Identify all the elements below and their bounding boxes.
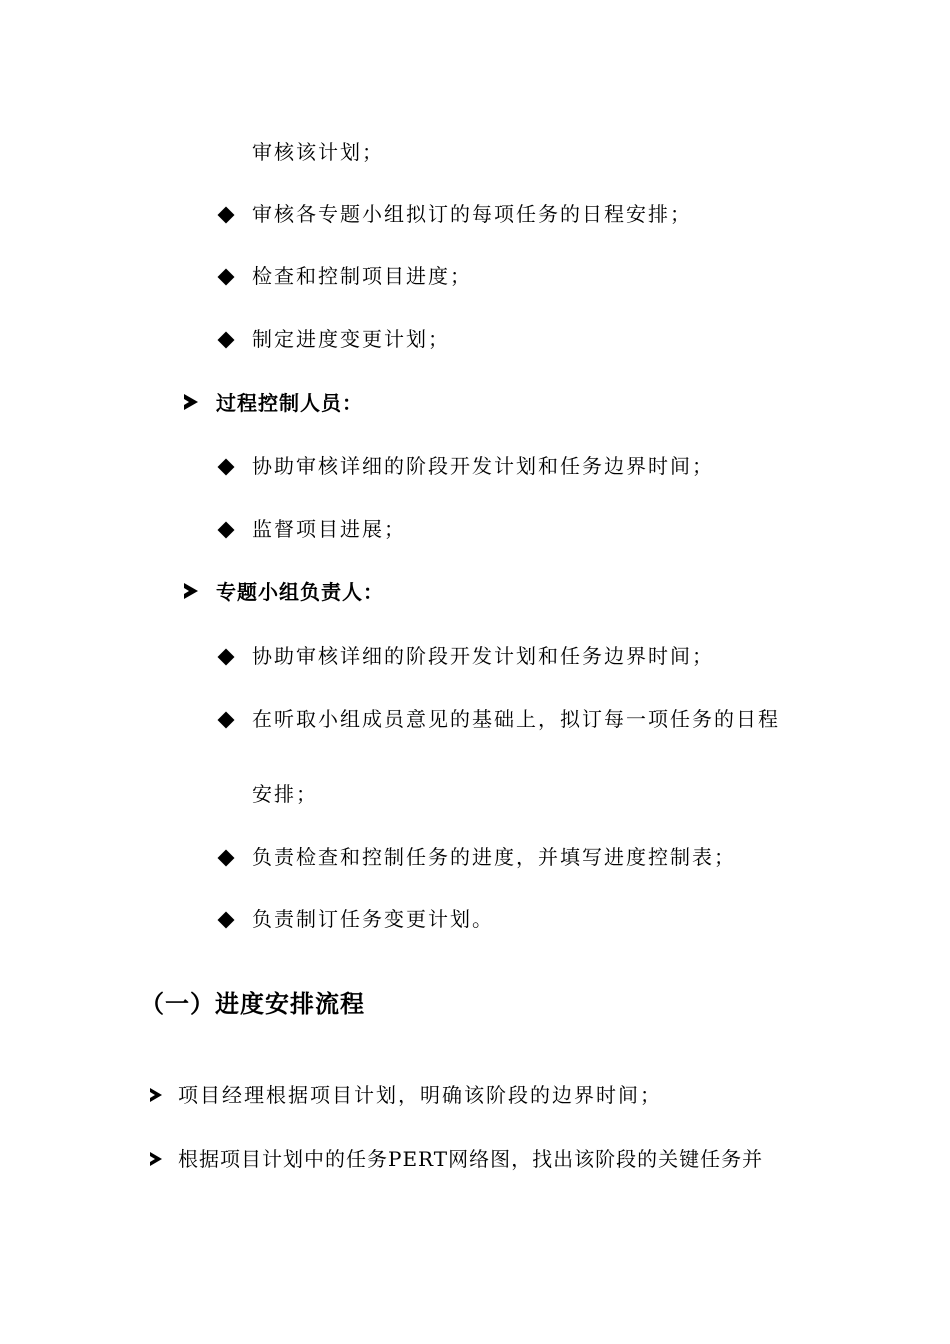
diamond-bullet-icon bbox=[220, 705, 232, 733]
arrow-bullet-icon bbox=[150, 1145, 162, 1173]
role-heading: 专题小组负责人： bbox=[216, 580, 384, 604]
diamond-bullet-icon bbox=[220, 905, 232, 933]
role-heading: 过程控制人员： bbox=[216, 391, 363, 415]
list-item: 制定进度变更计划； bbox=[252, 327, 450, 351]
arrow-bullet-icon bbox=[184, 389, 198, 417]
diamond-bullet-icon bbox=[220, 262, 232, 290]
list-item: 审核各专题小组拟订的每项任务的日程安排； bbox=[252, 202, 692, 226]
list-item: 项目经理根据项目计划，明确该阶段的边界时间； bbox=[178, 1083, 662, 1107]
diamond-bullet-icon bbox=[220, 452, 232, 480]
list-item: 监督项目进展； bbox=[252, 517, 406, 541]
diamond-bullet-icon bbox=[220, 325, 232, 353]
section-heading: （一）进度安排流程 bbox=[140, 989, 365, 1018]
diamond-bullet-icon bbox=[220, 200, 232, 228]
arrow-bullet-icon bbox=[150, 1081, 162, 1109]
continuation-text: 审核该计划； bbox=[252, 140, 384, 164]
list-item: 负责制订任务变更计划。 bbox=[252, 907, 494, 931]
list-item: 协助审核详细的阶段开发计划和任务边界时间； bbox=[252, 454, 714, 478]
list-item: 在听取小组成员意见的基础上，拟订每一项任务的日程 bbox=[252, 707, 780, 731]
continuation-text: 安排； bbox=[252, 782, 318, 806]
list-item: 负责检查和控制任务的进度，并填写进度控制表； bbox=[252, 845, 736, 869]
diamond-bullet-icon bbox=[220, 515, 232, 543]
arrow-bullet-icon bbox=[184, 578, 198, 606]
diamond-bullet-icon bbox=[220, 843, 232, 871]
list-item: 协助审核详细的阶段开发计划和任务边界时间； bbox=[252, 644, 714, 668]
list-item: 根据项目计划中的任务PERT网络图，找出该阶段的关键任务并 bbox=[178, 1147, 764, 1171]
diamond-bullet-icon bbox=[220, 642, 232, 670]
list-item: 检查和控制项目进度； bbox=[252, 264, 472, 288]
